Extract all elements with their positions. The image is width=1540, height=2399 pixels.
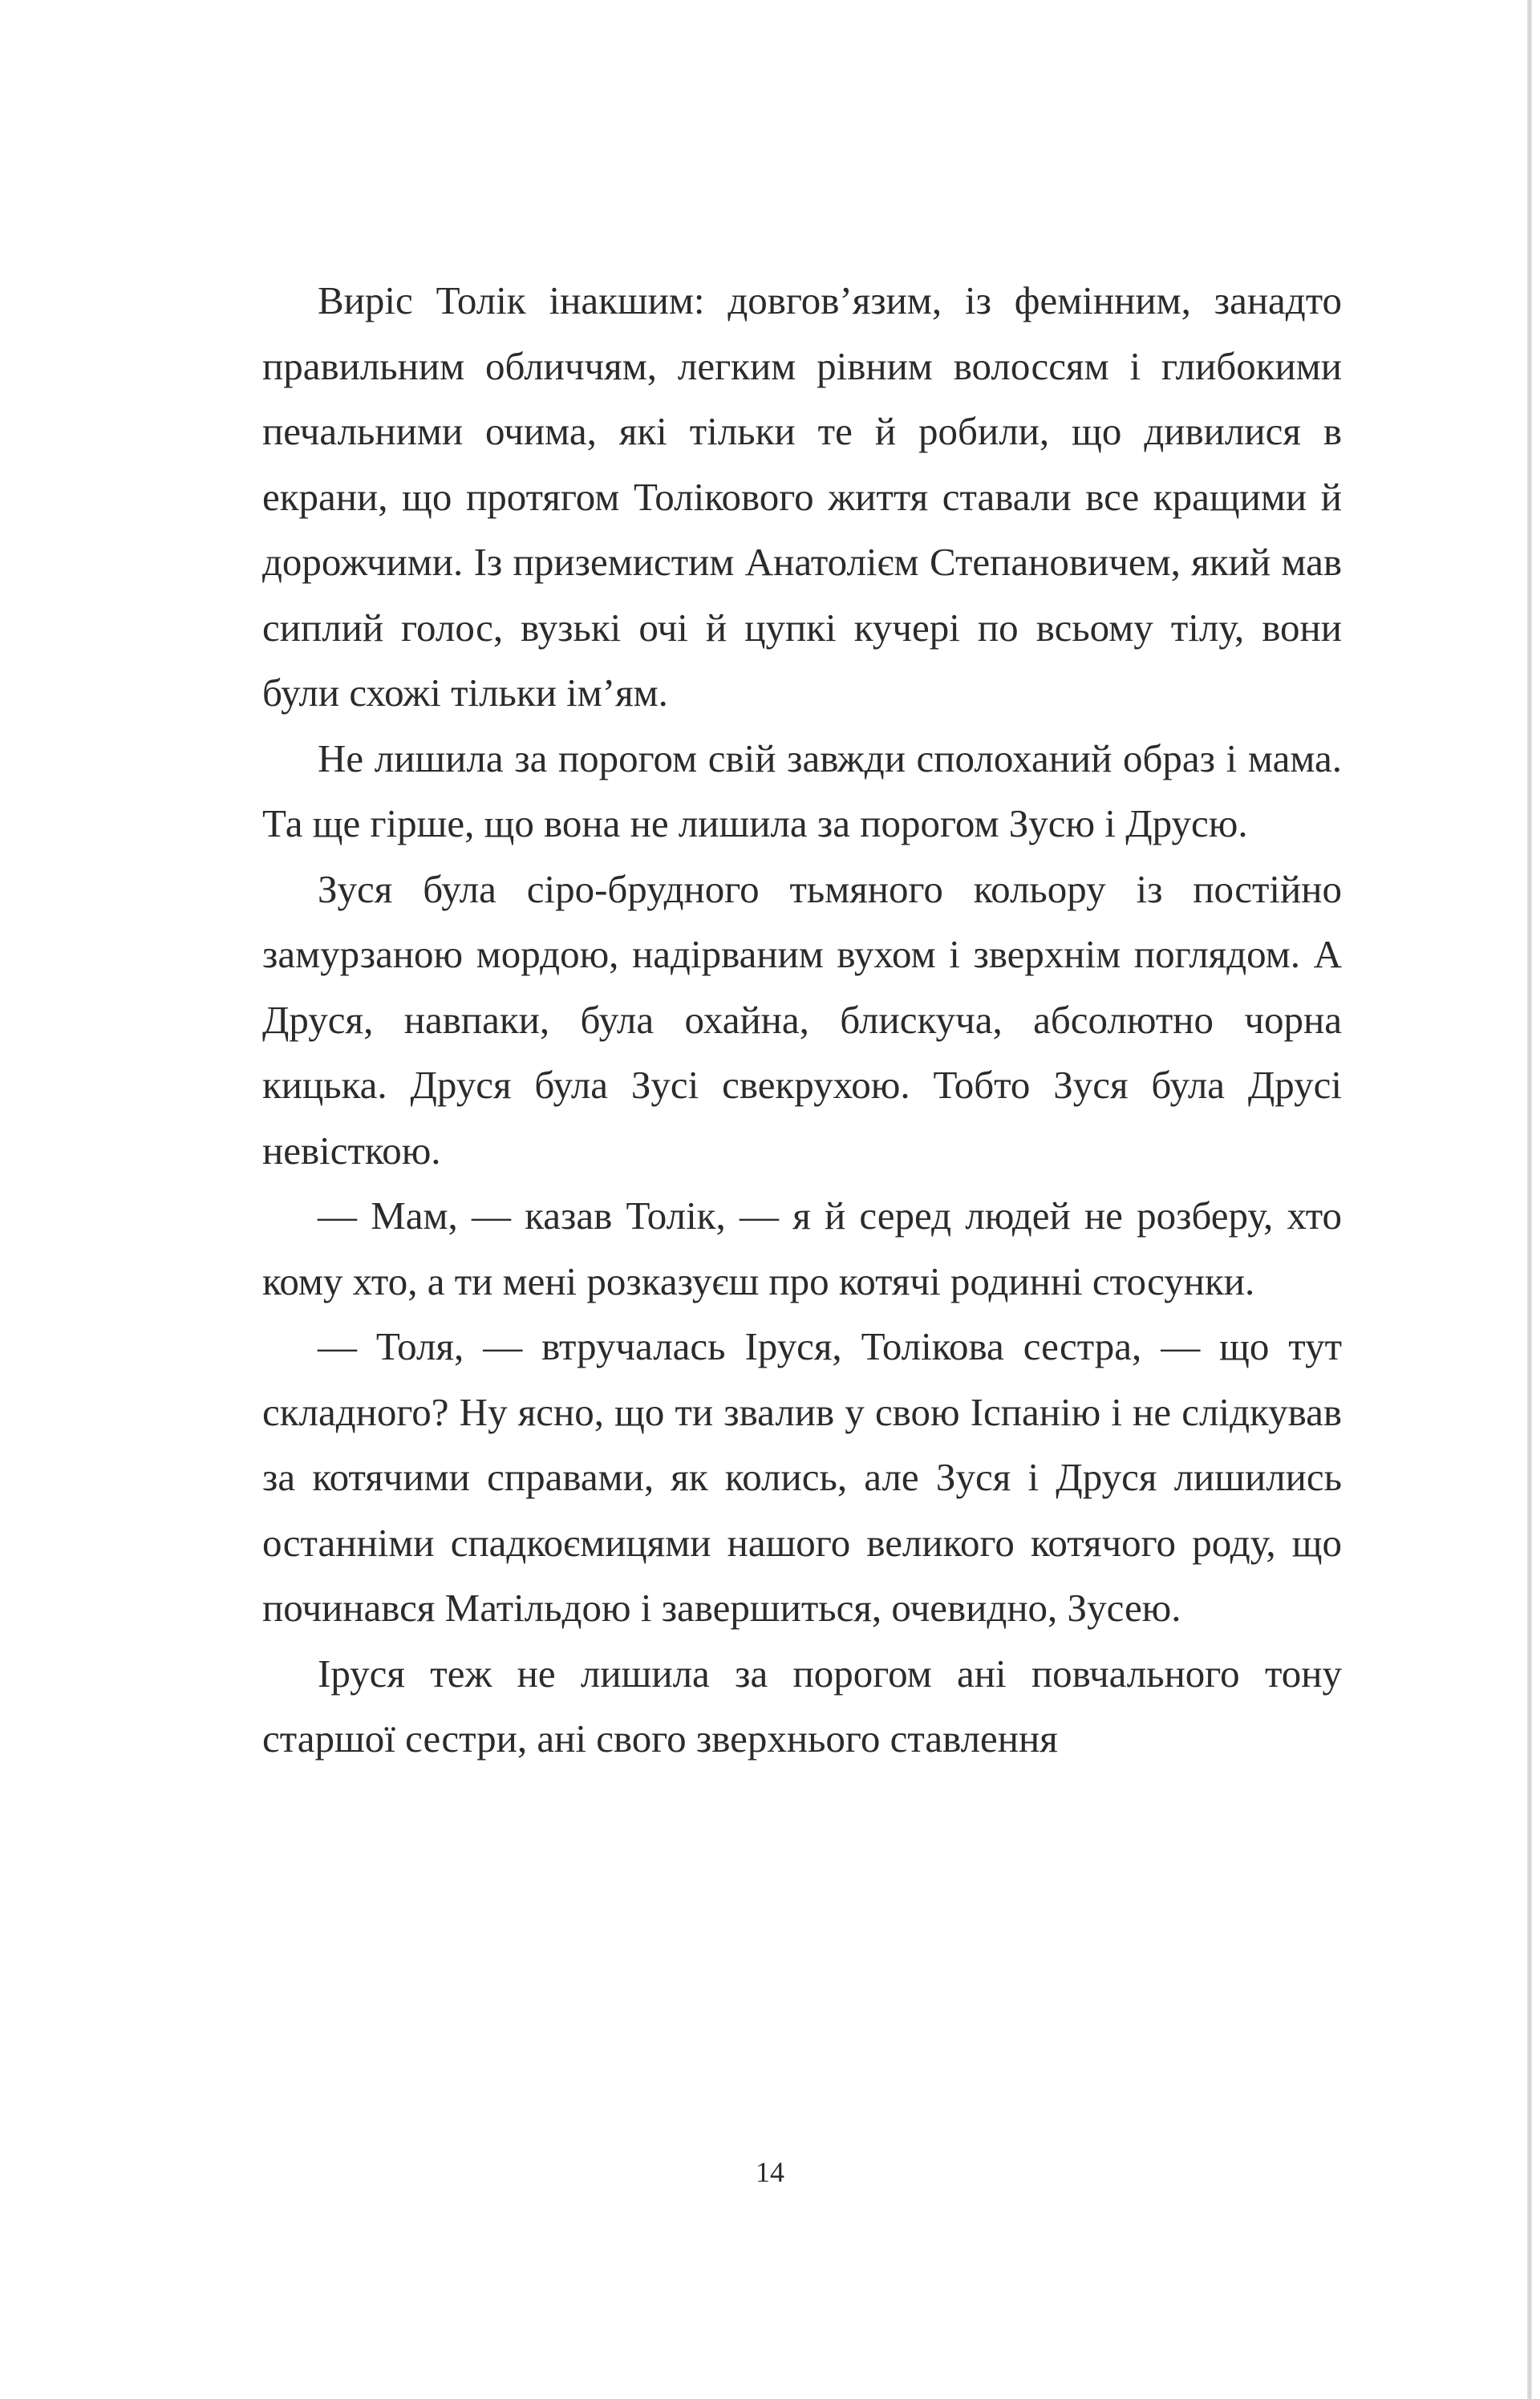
page-number: 14 (756, 2156, 784, 2188)
paragraph: Виріс Толік інакшим: довгов’язим, із фемінним, занадто правильним обличчям, легким рівним волоссям і глибокими печальними очима, які тільки те й робили, що дивилися в екрани, що протягом Толікового життя ставали все кращими й дорожчими. Із приземистим Анатолієм Степановичем, який мав сиплий голос, вузькі очі й цупкі кучері по всьому тілу, вони були схожі тільки ім’ям. (262, 278, 1342, 715)
paragraph: Зуся була сіро-брудного тьмяного кольору із постійно замурзаною мордою, надірваним вухом і зверхнім поглядом. А Друся, навпаки, була охайна, блискуча, абсолютно чорна кицька. Друся була Зусі свекрухою. Тобто Зуся була Друсі невісткою. (262, 866, 1342, 1173)
body-text (262, 268, 1342, 1772)
paragraph: — Толя, — втручалась Іруся, Толікова сестра, — що тут складного? Ну ясно, що ти звалив у свою Іспанію і не слідкував за котячими справами, як колись, але Зуся і Друся лишились останніми спадкоємицями нашого великого котячого роду, що починався Матільдою і завершиться, очевидно, Зусею. (262, 1324, 1342, 1630)
paragraph: — Мам, — казав Толік, — я й серед людей не розберу, хто кому хто, а ти мені розказуєш про котячі родинні стосунки. (262, 1193, 1342, 1303)
paragraph: Не лишила за порогом свій завжди сполоханий образ і мама. Та ще гірше, що вона не лишила за порогом Зусю і Друсю. (262, 736, 1342, 845)
paragraph: Іруся теж не лишила за порогом ані повчального тону старшої сестри, ані свого зверхнього ставлення (262, 1651, 1342, 1761)
page-edge-border (1527, 0, 1532, 2399)
